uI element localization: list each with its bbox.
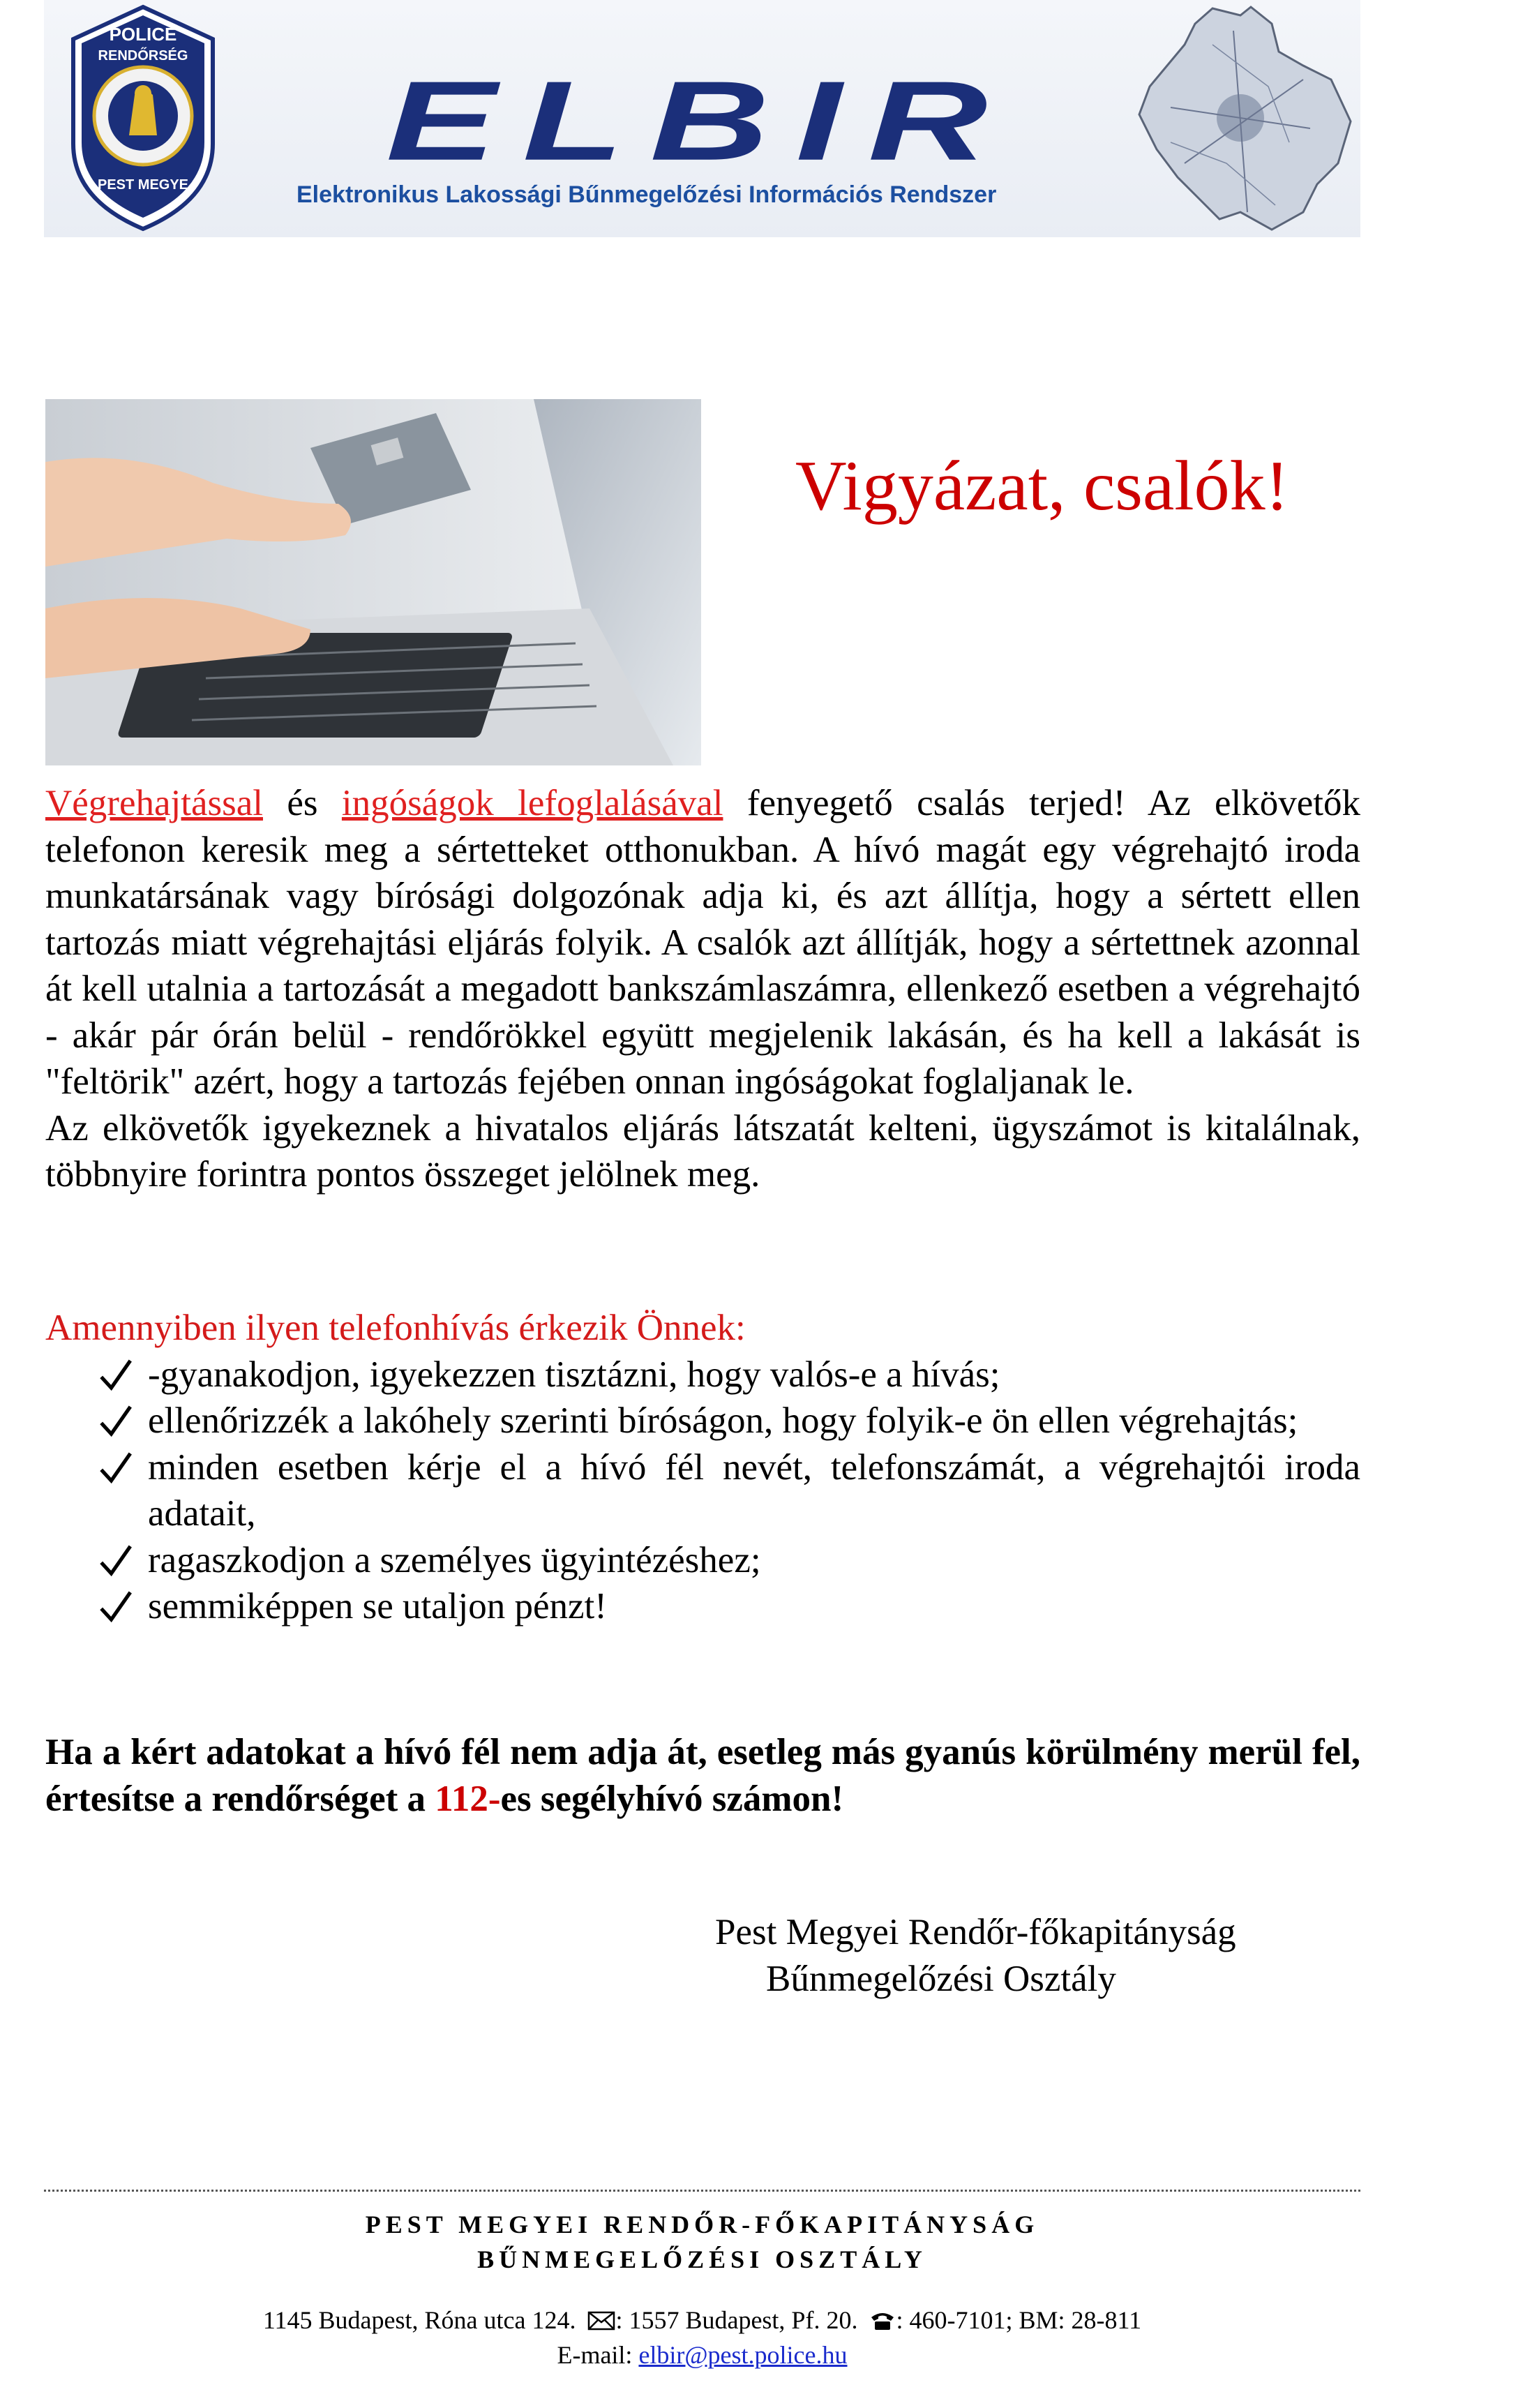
badge-text-top: POLICE	[109, 24, 177, 45]
footer-organization	[44, 2207, 1360, 2277]
envelope-icon	[587, 2310, 615, 2331]
elbir-logo-text: ELBIR	[386, 58, 1014, 174]
advice-item-text: semmiképpen se utaljon pénzt!	[148, 1586, 607, 1626]
emergency-warning	[45, 1729, 1360, 1822]
warning-text-after: es segélyhívó számon!	[500, 1778, 844, 1819]
warning-text-before: Ha a kért adatokat a hívó fél nem adja át, esetleg más gyanús körülmény merül fel, értesítse a rendőrséget a	[45, 1732, 1360, 1819]
badge-text-mid: RENDŐRSÉG	[98, 48, 188, 63]
footer-mailbox: : 1557 Budapest, Pf. 20.	[615, 2306, 858, 2334]
advice-item-text: -gyanakodjon, igyekezzen tisztázni, hogy valós-e a hívás;	[148, 1354, 1000, 1395]
intro-text	[45, 780, 1360, 1198]
telephone-icon	[869, 2310, 896, 2331]
footer-email	[44, 2338, 1360, 2372]
footer-phone: : 460-7101; BM: 28-811	[896, 2306, 1142, 2334]
checkmark-icon	[98, 1398, 134, 1443]
advice-lead: Amennyiben ilyen telefonhívás érkezik Önnek:	[45, 1308, 746, 1348]
footer-email-link[interactable]: elbir@pest.police.hu	[638, 2341, 848, 2369]
badge-text-bottom: PEST MEGYE	[97, 177, 189, 193]
footer-street: 1145 Budapest, Róna utca 124.	[262, 2306, 576, 2334]
advice-item-text: ellenőrizzék a lakóhely szerinti bíróságon, hogy folyik-e ön ellen végrehajtás;	[148, 1400, 1298, 1441]
advice-item-text: minden esetben kérje el a hívó fél nevét, telefonszámát, a végrehajtói iroda adatait,	[148, 1446, 1360, 1534]
checkmark-icon	[98, 1537, 134, 1583]
list-item	[45, 1537, 1360, 1584]
footer-address	[44, 2303, 1360, 2338]
checkmark-icon	[98, 1583, 134, 1629]
list-item	[45, 1444, 1360, 1537]
intro-word-es: és	[287, 783, 318, 823]
checkmark-icon	[98, 1352, 134, 1397]
signature-block	[715, 1909, 1343, 2002]
laptop-credit-card-photo	[45, 399, 701, 765]
list-item	[45, 1398, 1360, 1444]
link-ingosagok[interactable]: ingóságok lefoglalásával	[341, 783, 723, 823]
page-title: Vigyázat, csalók!	[795, 447, 1289, 525]
police-badge-logo	[65, 4, 222, 232]
footer-divider	[44, 2190, 1360, 2192]
emergency-number: 112-	[435, 1778, 501, 1819]
link-vegrehajtas[interactable]: Végrehajtással	[45, 783, 263, 823]
list-item	[45, 1352, 1360, 1398]
advice-list	[45, 1352, 1360, 1630]
intro-rest: fenyegető csalás terjed! Az elkövetők telefonon keresik meg a sértetteket otthonukban. A hívó magát egy végrehajtó iroda munkatársának vagy bírósági dolgozónak adja ki, és azt állítja, hogy a sértett ellen tartozás miatt végrehajtási eljárás folyik. A csalók azt állítják, hogy a sértettnek azonnal át kell utalnia a tartozását a megadott bankszámlaszámra, ellenkező esetben a végrehajtó - akár pár órán belül - rendőrökkel együtt megjelenik lakásán, és ha kell a lakását is "feltörik" azért, hogy a tartozás fejében onnan ingóságokat foglaljanak le.	[45, 783, 1361, 1102]
footer-org-line-2: BŰNMEGELŐZÉSI OSZTÁLY	[477, 2245, 927, 2273]
footer-org-line-1: PEST MEGYEI RENDŐR-FŐKAPITÁNYSÁG	[365, 2211, 1039, 2238]
pest-county-map	[1129, 3, 1359, 236]
checkmark-icon	[98, 1444, 134, 1490]
signature-line-1: Pest Megyei Rendőr-főkapitányság	[715, 1912, 1236, 1952]
advice-section	[45, 1305, 1360, 1630]
list-item	[45, 1583, 1360, 1630]
intro-paragraph	[45, 780, 1360, 1105]
banner-subtitle: Elektronikus Lakossági Bűnmegelőzési Információs Rendszer	[296, 181, 997, 208]
footer-email-label: E-mail:	[557, 2341, 633, 2369]
advice-item-text: ragaszkodjon a személyes ügyintézéshez;	[148, 1539, 761, 1580]
signature-line-2: Bűnmegelőzési Osztály	[766, 1958, 1116, 1999]
header-banner	[44, 0, 1360, 237]
elbir-logo	[309, 56, 1090, 174]
intro-paragraph-2: Az elkövetők igyekeznek a hivatalos eljárás látszatát kelteni, ügyszámot is kitalálnak, többnyire forintra pontos összeget jelölnek meg.	[45, 1107, 1360, 1195]
